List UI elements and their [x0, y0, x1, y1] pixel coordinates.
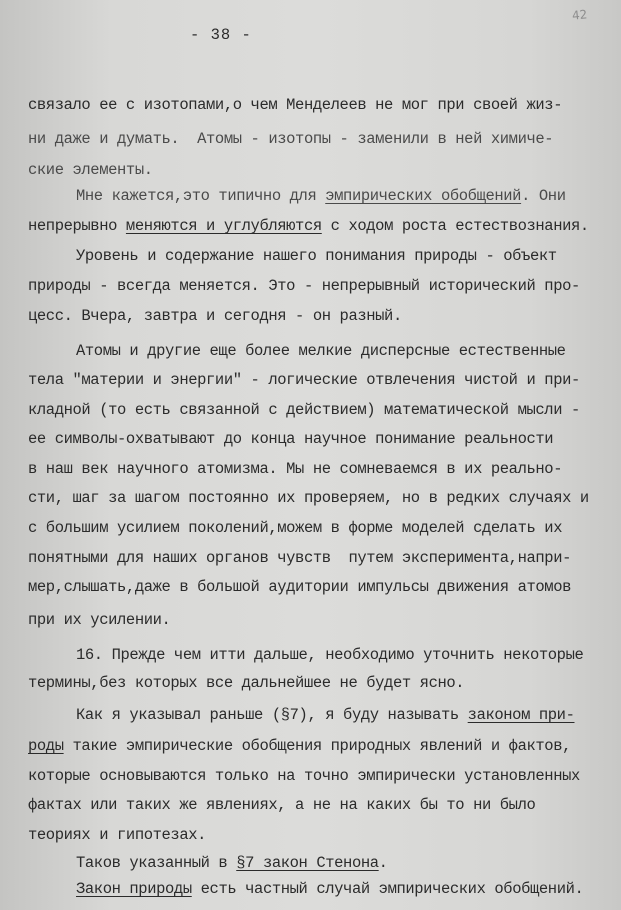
text-line: ее символы-охватывают до конца научное понимание реальности: [28, 430, 554, 448]
underlined-phrase: законом при-: [467, 706, 575, 724]
underlined-phrase: эмпирических обобщений: [325, 187, 522, 205]
archive-page-mark: 42: [571, 7, 588, 23]
text-line: которые основываются только на точно эмпирически установленных: [28, 767, 580, 785]
text-line: при их усилении.: [28, 611, 171, 629]
text-line: связало ее с изотопами,о чем Менделеев не мог при своей жиз-: [28, 96, 563, 114]
text-line: Уровень и содержание нашего понимания природы - объект: [76, 247, 557, 265]
text-line: [28, 214, 589, 238]
text-line: [28, 734, 571, 758]
text-line: понятными для наших органов чувств путем эксперимента,напри-: [28, 549, 571, 567]
text-line: теориях и гипотезах.: [28, 826, 207, 844]
text-segment: .: [378, 854, 388, 872]
text-segment: такие эмпирические обобщения природных явлений и фактов,: [63, 737, 571, 755]
text-line: фактах или таких же явлениях, а не на каких бы то ни было: [28, 796, 536, 814]
text-line: [76, 877, 583, 901]
text-segment: есть частный случай эмпирических обобщений.: [191, 880, 584, 898]
page-number: - 38 -: [190, 26, 252, 44]
text-line: ни даже и думать. Атомы - изотопы - заменили в ней химиче-: [28, 130, 554, 148]
text-line: тела "материи и энергии" - логические отвлечения чистой и при-: [28, 371, 580, 389]
text-line: термины,без которых все дальнейшее не будет ясно.: [28, 674, 465, 692]
text-line: природы - всегда меняется. Это - непрерывный исторический про-: [28, 277, 580, 295]
text-line: сти, шаг за шагом постоянно их проверяем, но в редких случаях и: [28, 489, 589, 507]
text-line: в наш век научного атомизма. Мы не сомневаемся в их реально-: [28, 460, 563, 478]
underlined-phrase: §7 закон Стенона: [236, 854, 379, 872]
text-segment: Таков указанный в: [76, 854, 237, 872]
text-segment: Мне кажется,это типично для: [76, 187, 326, 205]
text-line: Атомы и другие еще более мелкие дисперсные естественные: [76, 342, 566, 360]
text-line: с большим усилием поколений,можем в форме моделей сделать их: [28, 519, 563, 537]
underlined-phrase: меняются и углубляются: [125, 217, 322, 235]
text-segment: Как я указывал раньше (§7), я буду называть: [76, 706, 468, 724]
text-segment: с ходом роста естествознания.: [321, 217, 589, 235]
underlined-phrase: Закон природы: [76, 880, 192, 898]
text-line: цесс. Вчера, завтра и сегодня - он разный.: [28, 307, 402, 325]
text-segment: непрерывно: [28, 217, 126, 235]
text-line: [76, 851, 388, 875]
text-segment: . Они: [521, 187, 566, 205]
text-line: ские элементы.: [28, 161, 153, 179]
text-line: кладной (то есть связанной с действием) математической мысли -: [28, 401, 580, 419]
text-line: [76, 184, 566, 208]
underlined-phrase: роды: [28, 737, 64, 755]
text-line: [76, 703, 575, 727]
text-line: 16. Прежде чем итти дальше, необходимо уточнить некоторые: [76, 646, 584, 664]
text-line: мер,слышать,даже в большой аудитории импульсы движения атомов: [28, 578, 571, 596]
